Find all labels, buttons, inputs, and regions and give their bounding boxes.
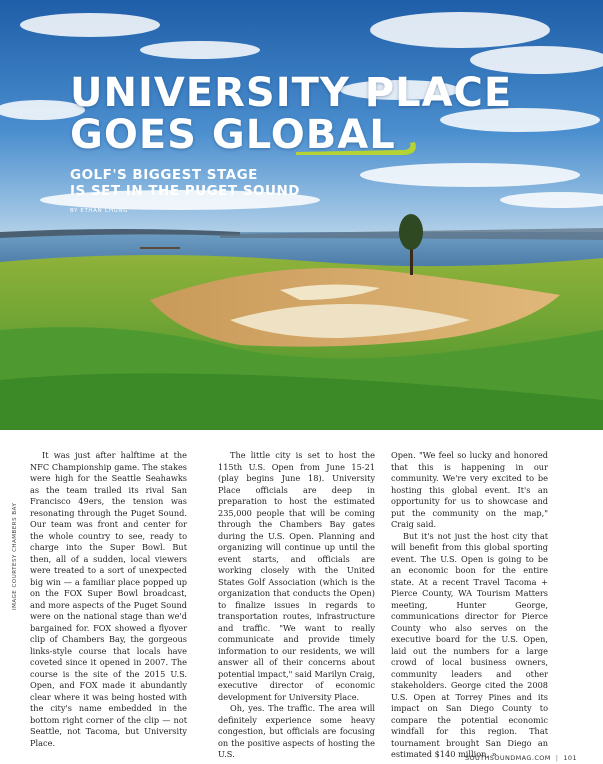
swoosh-accent-icon [296,140,418,158]
article-column-1 [30,450,187,749]
article-subtitle [70,167,300,199]
article-title [70,72,512,156]
byline: BY ETHAN CHUNG [70,208,128,214]
subtitle-line-1: GOLF'S BIGGEST STAGE [70,167,258,183]
title-line-2: GOES GLOBAL [70,112,396,158]
footer-separator: | [555,754,559,762]
photo-credit: IMAGE COURTESY CHAMBERS BAY [12,502,18,610]
article-column-3 [391,450,548,761]
paragraph: The little city is set to host the 115th U.S. Open from June 15-21 (play begins June 18). University Place officials are deep in preparation to host the estimated 235,000 people that will be coming through the Chambers Bay gates during the U.S. Open. Planning and organizing will continue up until the event starts, and officials are working closely with the United States Golf Association (which is the organization that conducts the Open) to finalize issues in regards to transportation routes, infrastructure and traffic. "We want to really communicate and provide timely information to our residents, we will answer all of their concerns about potential impact," said Marilyn Craig, executive director of economic development for University Place. [218,450,375,702]
subtitle-line-2: IS SET IN THE PUGET SOUND [70,183,300,199]
page-number: 101 [563,754,577,762]
article-column-2 [218,450,375,761]
paragraph: But it's not just the host city that will benefit from this global sporting event. The U.S. Open is going to be an economic boon for the entire state. At a recent Travel Tacoma + Pierce County, WA Tourism Matters meeting, Hunter George, communications director for Pierce County who also serves on the executive board for the U.S. Open, laid out the numbers for a large crowd of local business owners, community leaders and other stakeholders. George cited the 2008 U.S. Open at Torrey Pines and its impact on San Diego County to compare the potential economic windfall for this region. That tournament brought San Diego an estimated $140 million. » [391,530,548,759]
page-footer [465,754,577,762]
footer-site-link[interactable]: SOUTHSOUNDMAG.COM [464,754,551,762]
paragraph: Oh, yes. The traffic. The area will definitely experience some heavy congestion, but officials are focusing on the positive aspects of hosting the U.S. [218,703,375,759]
paragraph: Open. "We feel so lucky and honored that this is happening in our community. We're very excited to be hosting this global event. It's an opportunity for us to showcase and put the community on the map," Craig said. [391,450,548,529]
title-line-1: UNIVERSITY PLACE [70,70,513,116]
paragraph: It was just after halftime at the NFC Championship game. The stakes were high for the Seattle Seahawks as the team trailed its rival San Francisco 49ers, the tension was resonating through the Puget Sound. Our team was front and center for the whole country to see, ready to charge into the Super Bowl. But then, all of a sudden, local viewers were treated to a sort of unexpected big win — a familiar place popped up on the FOX Super Bowl broadcast, and more aspects of the Puget Sound were on the national stage than we'd bargained for. FOX showed a flyover clip of Chambers Bay, the gorgeous links-style course that locals have coveted since it opened in 2007. The course is the site of the 2015 U.S. Open, and FOX made it abundantly clear where it was being hosted with the city's name embedded in the bottom right corner of the clip — not Seattle, not Tacoma, but University Place. [30,450,187,748]
